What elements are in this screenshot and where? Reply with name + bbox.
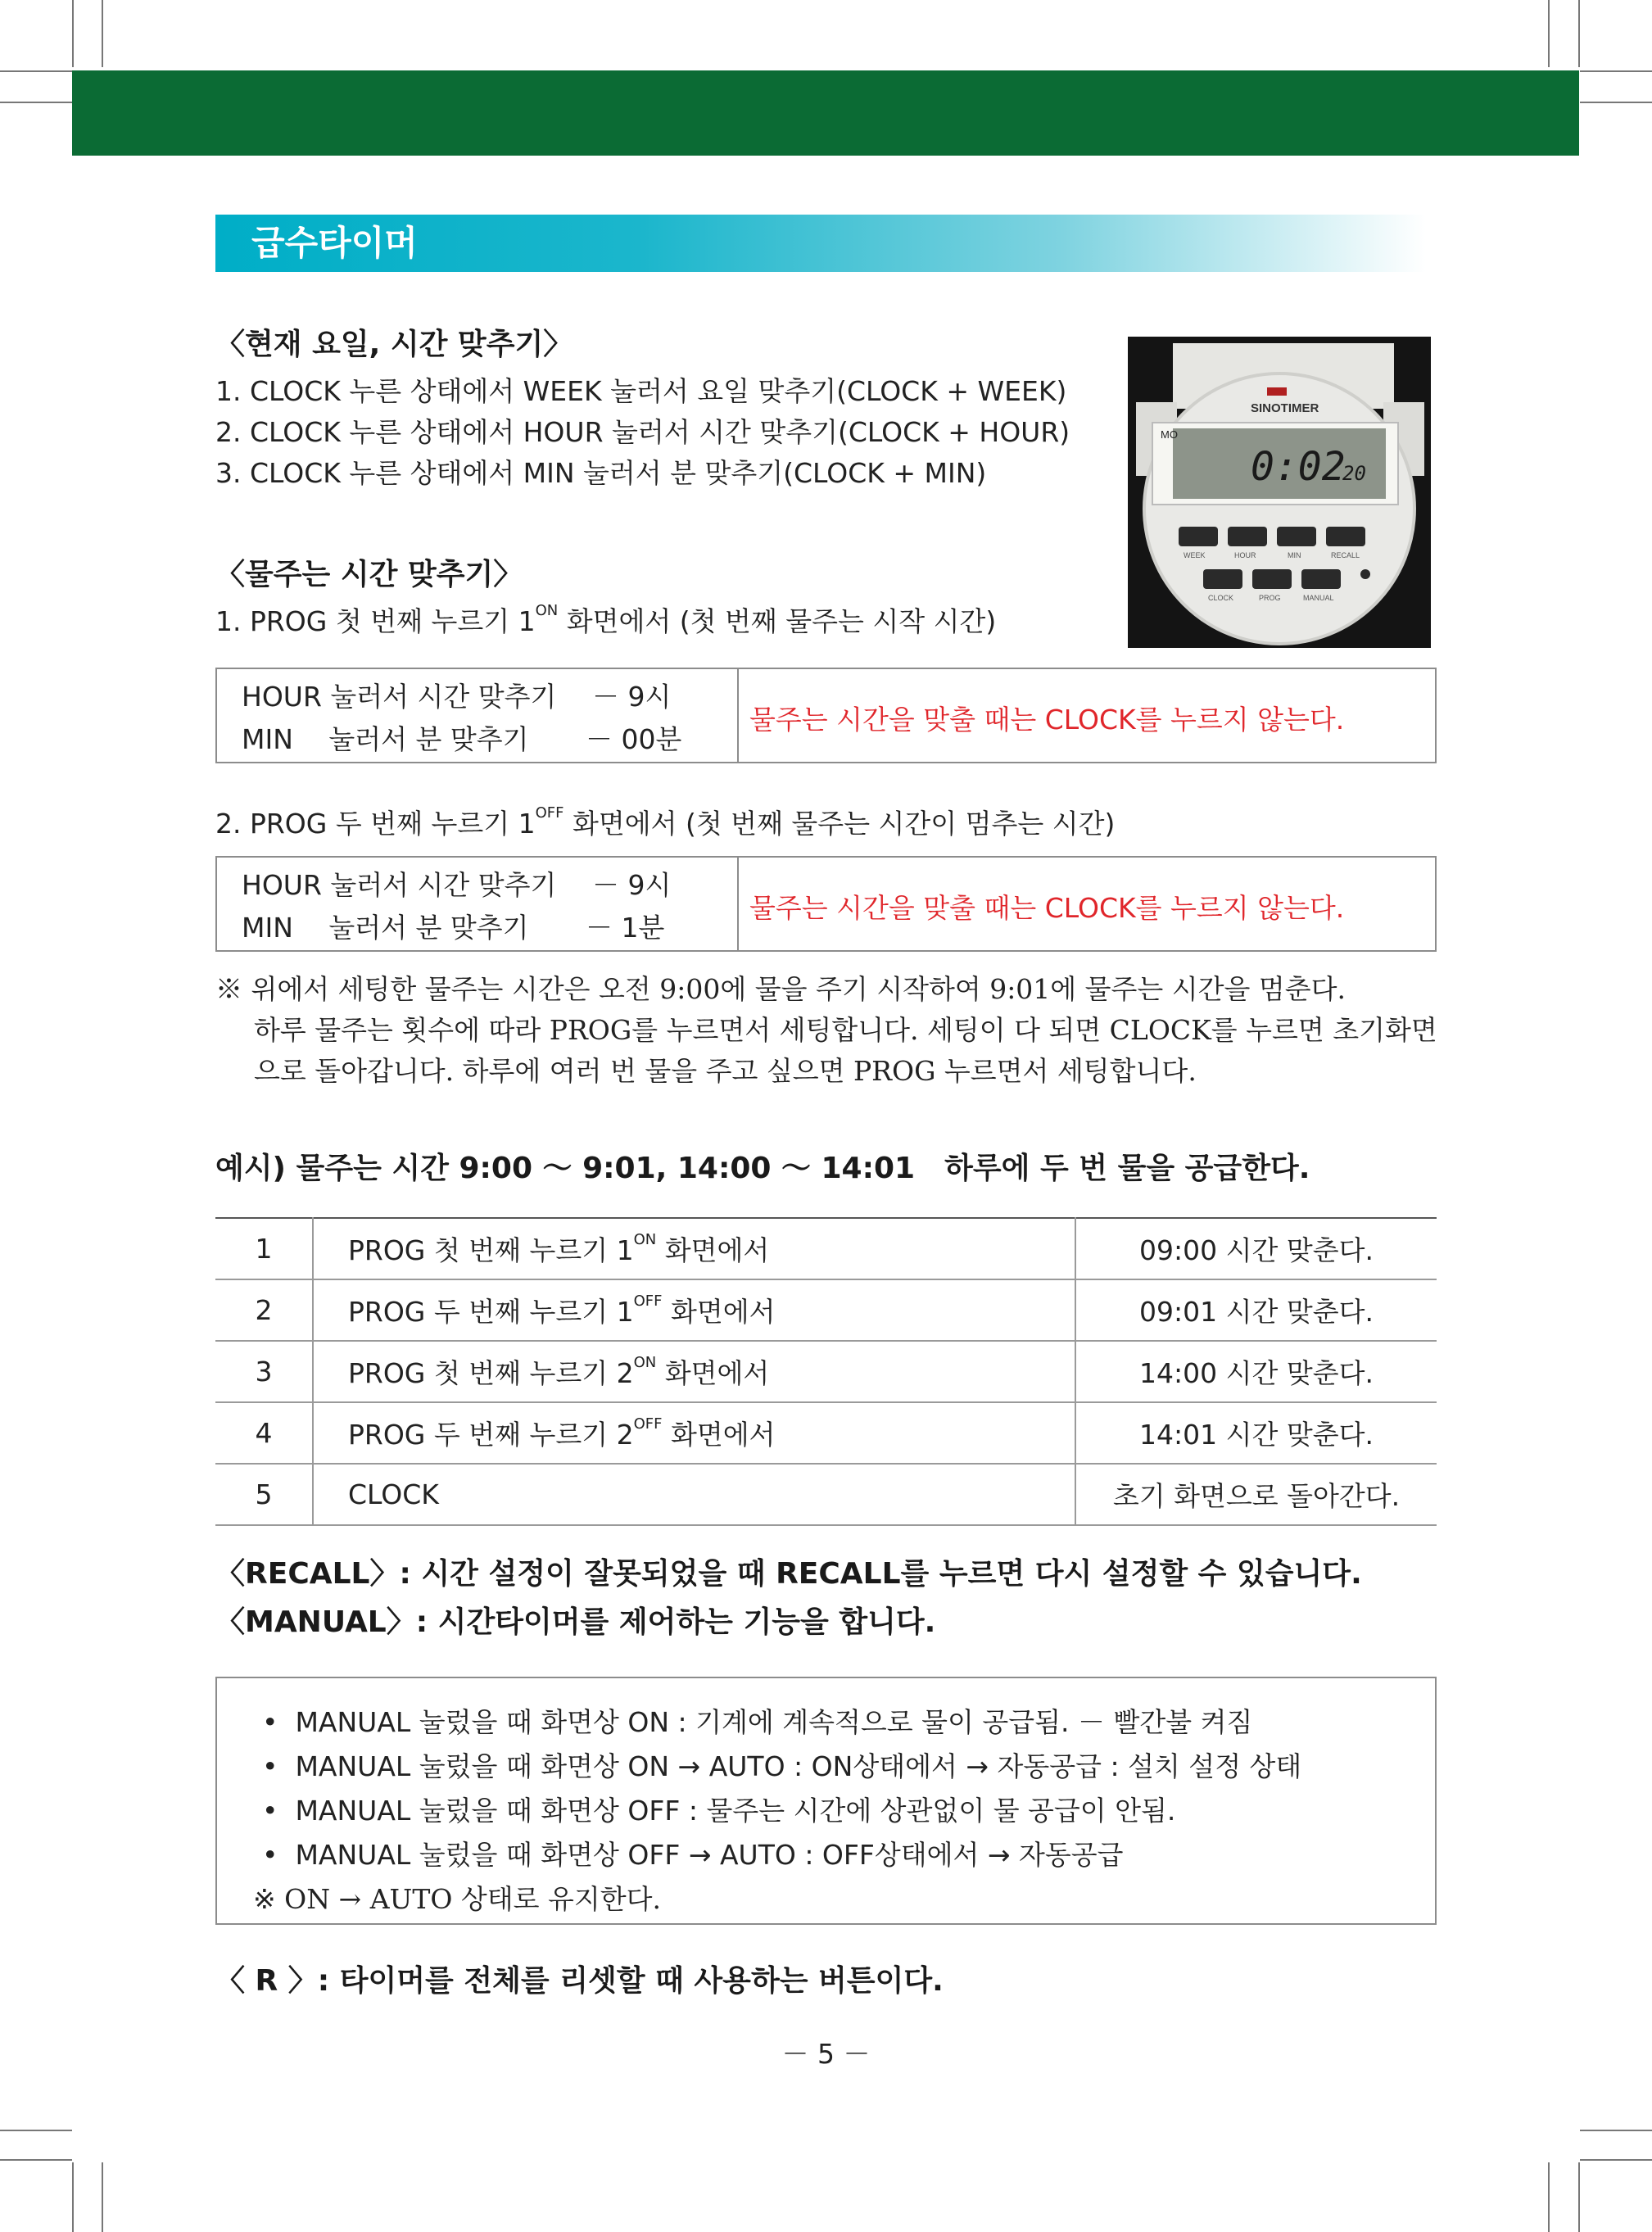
box1-min-value: － 00분 (586, 723, 682, 755)
prog-button[interactable] (1252, 569, 1292, 589)
min-button-label: MIN (1288, 551, 1301, 559)
table-row (215, 1218, 1437, 1279)
brand-label: SINOTIMER (1251, 401, 1319, 415)
crop-mark (0, 102, 72, 103)
crop-mark (1580, 70, 1652, 72)
box1-note: 물주는 시간을 맞출 때는 CLOCK를 누르지 않는다. (749, 704, 1345, 736)
row-result: 14:00 시간 맞춘다. (1075, 1341, 1437, 1402)
page-number: － 5 － (781, 2038, 871, 2070)
watering-step-2-rest: 화면에서 (첫 번째 물주는 시간이 멈추는 시간) (563, 808, 1116, 840)
row-number: 5 (215, 1464, 313, 1525)
manual-bullet-2-text: MANUAL 눌렀을 때 화면상 ON → AUTO : ON상태에서 → 자동공급 : 설치 설정 상태 (295, 1750, 1302, 1782)
watering-step-2-text: 2. PROG 두 번째 누르기 1 (215, 808, 536, 840)
row-description (313, 1402, 1075, 1464)
row-description (313, 1341, 1075, 1402)
row-description-sup: ON (633, 1354, 657, 1371)
crop-mark (102, 2162, 103, 2232)
row-description (313, 1464, 1075, 1525)
row-result: 09:00 시간 맞춘다. (1075, 1218, 1437, 1279)
row-description-text: PROG 두 번째 누르기 1 (348, 1296, 634, 1328)
manual-button[interactable] (1301, 569, 1341, 589)
table-row (215, 1341, 1437, 1402)
box1-min-label: MIN 눌러서 분 맞추기 (242, 723, 529, 755)
section-title: 급수타이머 (215, 215, 1426, 272)
manual-bullet-1: • MANUAL 눌렀을 때 화면상 ON : 기계에 계속적으로 물이 공급됨. － 빨간불 켜짐 (262, 1706, 1253, 1738)
week-button[interactable] (1179, 527, 1218, 546)
example-heading: 예시) 물주는 시간 9:00 ～ 9:01, 14:00 ～ 14:01 하루에 두 번 물을 공급한다. (215, 1152, 1310, 1185)
row-description-text: PROG 첫 번째 누르기 1 (348, 1234, 634, 1266)
crop-mark (72, 0, 74, 67)
setting-box-2-left (217, 858, 739, 950)
row-description-text: CLOCK (348, 1478, 439, 1510)
box2-min-label: MIN 눌러서 분 맞추기 (242, 912, 529, 944)
watering-step-1-text: 1. PROG 첫 번째 누르기 1 (215, 605, 536, 637)
crop-mark (1578, 2162, 1580, 2232)
setting-note-line-1: ※ 위에서 세팅한 물주는 시간은 오전 9:00에 물을 주기 시작하여 9:01에 물주는 시간을 멈춘다. (215, 973, 1346, 1005)
row-number: 3 (215, 1341, 313, 1402)
setting-box-2 (215, 856, 1437, 952)
table-row (215, 1464, 1437, 1525)
crop-mark (0, 2159, 72, 2161)
current-time-step-3: 3. CLOCK 누른 상태에서 MIN 눌러서 분 맞추기(CLOCK + MIN) (215, 457, 987, 489)
crop-mark (1580, 2159, 1652, 2161)
row-description (313, 1279, 1075, 1341)
manual-bullet-1-text: MANUAL 눌렀을 때 화면상 ON : 기계에 계속적으로 물이 공급됨. － 빨간불 켜짐 (295, 1706, 1253, 1738)
crop-mark (0, 70, 72, 72)
row-result: 14:01 시간 맞춘다. (1075, 1402, 1437, 1464)
reset-description: 〈 R 〉: 타이머를 전체를 리셋할 때 사용하는 버튼이다. (215, 1964, 944, 1998)
row-description-rest: 화면에서 (656, 1357, 770, 1389)
manual-bullet-4: • MANUAL 눌렀을 때 화면상 OFF → AUTO : OFF상태에서 → 자동공급 (262, 1839, 1124, 1871)
manual-bullet-3-text: MANUAL 눌렀을 때 화면상 OFF : 물주는 시간에 상관없이 물 공급이 안됨. (295, 1795, 1176, 1827)
manual-note: ※ ON → AUTO 상태로 유지한다. (253, 1883, 662, 1915)
prog-button-label: PROG (1259, 594, 1281, 602)
box2-note: 물주는 시간을 맞출 때는 CLOCK를 누르지 않는다. (749, 892, 1345, 924)
header-bar (72, 70, 1579, 156)
led-indicator (1267, 387, 1287, 396)
row-number: 2 (215, 1279, 313, 1341)
table-row (215, 1279, 1437, 1341)
watering-step-2-sup: OFF (535, 804, 564, 822)
week-button-label: WEEK (1184, 551, 1206, 559)
box2-hour-label: HOUR 눌러서 시간 맞추기 (242, 869, 557, 901)
crop-mark (0, 2130, 72, 2131)
watering-time-heading: 〈물주는 시간 맞추기〉 (215, 558, 523, 591)
manual-bullet-3: • MANUAL 눌렀을 때 화면상 OFF : 물주는 시간에 상관없이 물 공급이 안됨. (262, 1795, 1176, 1827)
setting-note-line-3: 으로 돌아갑니다. 하루에 여러 번 물을 주고 싶으면 PROG 누르면서 세팅합니다. (254, 1055, 1197, 1087)
row-description-rest: 화면에서 (662, 1296, 776, 1328)
current-time-step-2: 2. CLOCK 누른 상태에서 HOUR 눌러서 시간 맞추기(CLOCK + HOUR) (215, 416, 1070, 448)
row-number: 1 (215, 1218, 313, 1279)
watering-step-2 (215, 803, 1115, 841)
recall-button-label: RECALL (1331, 551, 1360, 559)
crop-mark (1548, 0, 1550, 67)
watering-step-1 (215, 600, 996, 639)
timer-device-illustration (1128, 337, 1431, 648)
row-result: 초기 화면으로 돌아간다. (1075, 1464, 1437, 1525)
manual-bullet-4-text: MANUAL 눌렀을 때 화면상 OFF → AUTO : OFF상태에서 → 자동공급 (295, 1839, 1124, 1871)
row-description (313, 1218, 1075, 1279)
manual-description: 〈MANUAL〉: 시간타이머를 제어하는 기능을 합니다. (215, 1605, 936, 1639)
box1-hour-value: － 9시 (592, 681, 672, 713)
recall-button[interactable] (1326, 527, 1365, 546)
row-description-text: PROG 두 번째 누르기 2 (348, 1419, 634, 1451)
crop-mark (72, 2162, 74, 2232)
box1-hour-label: HOUR 눌러서 시간 맞추기 (242, 681, 557, 713)
crop-mark (1548, 2162, 1550, 2232)
lcd-day-label: MO (1161, 428, 1178, 441)
crop-mark (1578, 0, 1580, 67)
manual-button-label: MANUAL (1303, 594, 1334, 602)
box2-min-value: － 1분 (586, 912, 665, 944)
min-button[interactable] (1277, 527, 1316, 546)
manual-bullet-2: • MANUAL 눌렀을 때 화면상 ON → AUTO : ON상태에서 → 자동공급 : 설치 설정 상태 (262, 1750, 1302, 1782)
crop-mark (1580, 2130, 1652, 2131)
example-table (215, 1217, 1437, 1526)
current-time-heading: 〈현재 요일, 시간 맞추기〉 (215, 328, 573, 361)
hour-button[interactable] (1228, 527, 1267, 546)
watering-step-1-sup: ON (535, 602, 559, 619)
setting-box-1 (215, 668, 1437, 763)
clock-button-label: CLOCK (1208, 594, 1234, 602)
timer-device-photo (1128, 337, 1431, 648)
row-description-rest: 화면에서 (662, 1419, 776, 1451)
row-number: 4 (215, 1402, 313, 1464)
lcd-time: 0:02 (1251, 444, 1346, 490)
row-result: 09:01 시간 맞춘다. (1075, 1279, 1437, 1341)
crop-mark (1580, 102, 1652, 103)
recall-description: 〈RECALL〉: 시간 설정이 잘못되었을 때 RECALL를 누르면 다시 설정할 수 있습니다. (215, 1557, 1362, 1591)
row-description-rest: 화면에서 (656, 1234, 770, 1266)
hour-button-label: HOUR (1234, 551, 1256, 559)
table-row (215, 1402, 1437, 1464)
reset-button[interactable] (1360, 569, 1370, 579)
clock-button[interactable] (1203, 569, 1242, 589)
row-description-sup: OFF (633, 1415, 663, 1433)
setting-box-1-left (217, 669, 739, 762)
manual-box (215, 1677, 1437, 1925)
crop-mark (102, 0, 103, 67)
setting-note-line-2: 하루 물주는 횟수에 따라 PROG를 누르면서 세팅합니다. 세팅이 다 되면 CLOCK를 누르면 초기화면 (254, 1014, 1437, 1046)
watering-step-1-rest: 화면에서 (첫 번째 물주는 시작 시간) (558, 605, 997, 637)
lcd-seconds: 20 (1342, 462, 1366, 485)
box2-hour-value: － 9시 (592, 869, 672, 901)
current-time-step-1: 1. CLOCK 누른 상태에서 WEEK 눌러서 요일 맞추기(CLOCK + WEEK) (215, 375, 1067, 407)
row-description-sup: ON (633, 1231, 657, 1248)
row-description-sup: OFF (633, 1293, 663, 1310)
row-description-text: PROG 첫 번째 누르기 2 (348, 1357, 634, 1389)
